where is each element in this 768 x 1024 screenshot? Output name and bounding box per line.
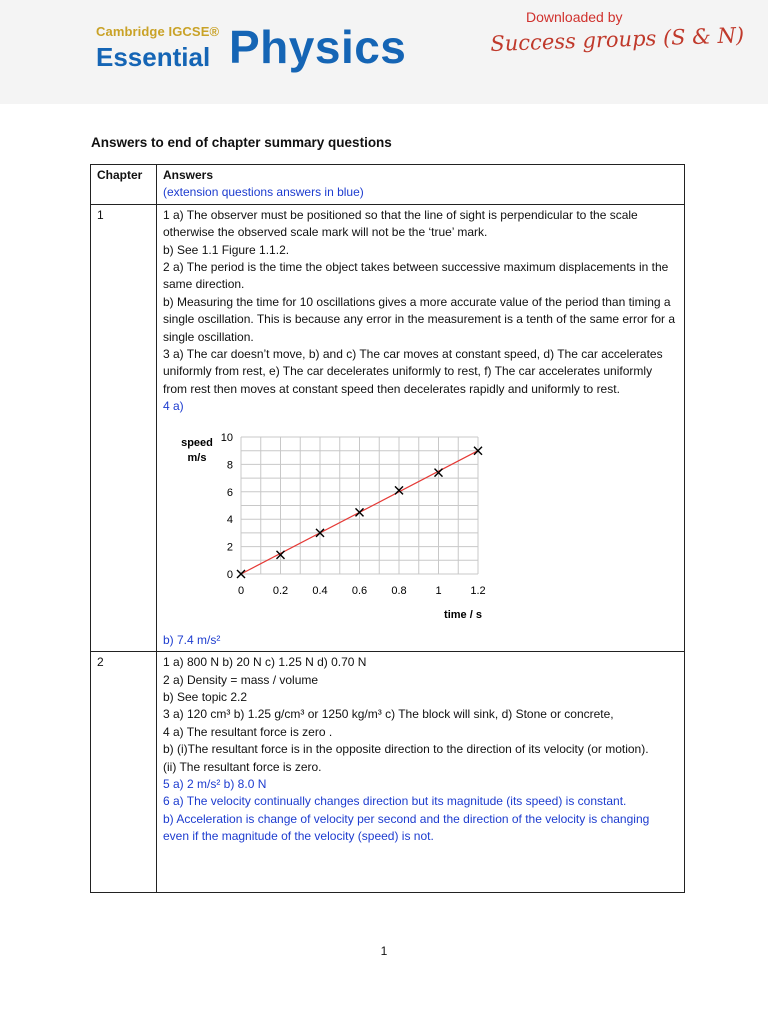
x-tick-label: 1.2 bbox=[470, 584, 486, 597]
answer-line-extension: 5 a) 2 m/s² b) 8.0 N bbox=[163, 776, 267, 791]
answers-table bbox=[90, 164, 685, 893]
brand-essential-label: Essential bbox=[96, 42, 211, 72]
y-tick-label: 0 bbox=[226, 568, 233, 581]
answers-cell bbox=[157, 204, 685, 651]
y-axis-label-unit: m/s bbox=[187, 451, 207, 464]
answers-header-cell bbox=[157, 165, 685, 205]
x-tick-label: 0.6 bbox=[351, 584, 368, 597]
answer-line: b) (i)The resultant force is in the opposite direction to the direction of its velocity (or motion). bbox=[163, 742, 649, 757]
x-tick-label: 0 bbox=[237, 584, 245, 597]
answer-line-extension: b) Acceleration is change of velocity per second and the direction of the velocity is changing even if the magnitude of the velocity (speed) is not. bbox=[163, 811, 650, 844]
x-tick-label: 1 bbox=[435, 584, 442, 597]
answer-line: 4 a) The resultant force is zero . bbox=[163, 724, 333, 739]
page-number: 1 bbox=[380, 944, 388, 958]
answer-line: 1 a) 800 N b) 20 N c) 1.25 N d) 0.70 N bbox=[163, 655, 367, 670]
table-row bbox=[91, 204, 685, 651]
answer-line: (ii) The resultant force is zero. bbox=[163, 759, 322, 774]
brand-series-label: Cambridge IGCSE® bbox=[96, 24, 220, 39]
answer-line: b) See 1.1 Figure 1.1.2. bbox=[163, 242, 290, 257]
downloaded-by-label: Downloaded by bbox=[526, 9, 623, 25]
answer-line: 2 a) The period is the time the object takes between successive maximum displacements in the same direction. bbox=[163, 260, 669, 292]
table-row bbox=[91, 652, 685, 893]
answer-line: 2 a) Density = mass / volume bbox=[163, 672, 319, 687]
answer-line-extension: 6 a) The velocity continually changes direction but its magnitude (its speed) is constant. bbox=[163, 794, 627, 809]
page-title: Answers to end of chapter summary questions bbox=[91, 135, 392, 150]
chapter-header: Chapter bbox=[91, 165, 157, 205]
y-axis-label-quantity: speed bbox=[181, 436, 213, 449]
y-tick-label: 4 bbox=[226, 513, 233, 526]
brand-physics-label: Physics bbox=[229, 21, 407, 73]
answer-line: b) Measuring the time for 10 oscillations gives a more accurate value of the period than timing a single oscillation. This is because any error in the measurement is a tenth of the same error for a single oscillation. bbox=[163, 294, 676, 344]
extension-note: (extension questions answers in blue) bbox=[163, 185, 364, 200]
answers-cell bbox=[157, 652, 685, 893]
answer-line: 1 a) The observer must be positioned so that the line of sight is perpendicular to the scale otherwise the observed scale mark will not be the ‘true’ mark. bbox=[163, 207, 638, 240]
answer-line: 3 a) The car doesn’t move, b) and c) The car moves at constant speed, d) The car accelerates uniformly from rest, e) The car decelerates uniformly to rest, f) The car accelerates uniformly from rest then moves at constant speed then decelerates rapidly and uniformly to rest. bbox=[163, 347, 663, 396]
answer-line-q4a: 4 a) bbox=[163, 399, 184, 414]
chart-svg bbox=[163, 418, 493, 628]
answer-line: 3 a) 120 cm³ b) 1.25 g/cm³ or 1250 kg/m³ c) The block will sink, d) Stone or concrete, bbox=[163, 707, 614, 722]
x-tick-label: 0.8 bbox=[391, 584, 407, 597]
y-tick-label: 8 bbox=[226, 459, 233, 472]
chapter-number: 2 bbox=[91, 652, 157, 893]
x-axis-label: time / s bbox=[444, 608, 482, 621]
source-signature: Success groups (S & N) bbox=[490, 23, 745, 56]
answer-line-q4b: b) 7.4 m/s² bbox=[163, 632, 221, 647]
answers-header: Answers bbox=[163, 168, 214, 182]
table-header-row bbox=[91, 165, 685, 205]
speed-time-graph bbox=[163, 418, 493, 628]
x-tick-label: 0.4 bbox=[312, 584, 328, 597]
y-tick-label: 2 bbox=[226, 541, 233, 554]
chapter-number: 1 bbox=[91, 204, 157, 651]
answer-line: b) See topic 2.2 bbox=[163, 689, 248, 704]
y-tick-label: 6 bbox=[226, 486, 233, 499]
x-tick-label: 0.2 bbox=[272, 584, 289, 597]
y-tick-label: 10 bbox=[220, 431, 233, 444]
